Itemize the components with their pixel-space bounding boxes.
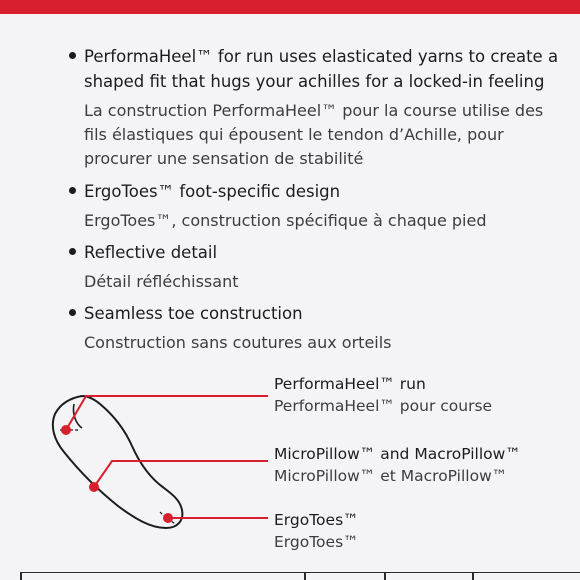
feature-text-en: Reflective detail [84, 243, 218, 262]
feature-text-fr: ErgoToes™, construction spécifique à chaque pied [84, 211, 487, 230]
marker-pillow [89, 482, 99, 492]
callout-ergotoes [274, 509, 359, 553]
marker-heel [61, 425, 71, 435]
callout-text-en: MicroPillow™ and MacroPillow™ [274, 445, 521, 463]
callout-text-en: PerformaHeel™ run [274, 375, 426, 393]
marker-toe [163, 513, 173, 523]
feature-text-fr: La construction PerformaHeel™ pour la course utilise des fils élastiques qui épousent le tendon d’Achille, pour procurer une sensation de stabilité [84, 101, 544, 168]
table-divider [472, 573, 474, 580]
callout-text-fr: MicroPillow™ et MacroPillow™ [274, 467, 508, 485]
table-divider [384, 573, 386, 580]
callout-text-fr: ErgoToes™ [274, 533, 359, 551]
callout-text-en: ErgoToes™ [274, 511, 359, 529]
size-table-top-border [20, 572, 580, 580]
feature-text-fr: Construction sans coutures aux orteils [84, 333, 392, 352]
callout-performaheel [274, 373, 492, 417]
callout-text-fr: PerformaHeel™ pour course [274, 397, 493, 415]
table-divider [304, 573, 306, 580]
feature-text-en: ErgoToes™ foot-specific design [84, 182, 341, 201]
callout-micropillow [274, 443, 521, 487]
feature-text-fr: Détail réfléchissant [84, 272, 239, 291]
callout-line-pillow [94, 461, 268, 487]
table-divider [20, 573, 22, 580]
feature-text-en: PerformaHeel™ for run uses elasticated yarns to create a shaped fit that hugs your achilles for a locked-in feeling [84, 47, 559, 91]
feature-text-en: Seamless toe construction [84, 304, 303, 323]
